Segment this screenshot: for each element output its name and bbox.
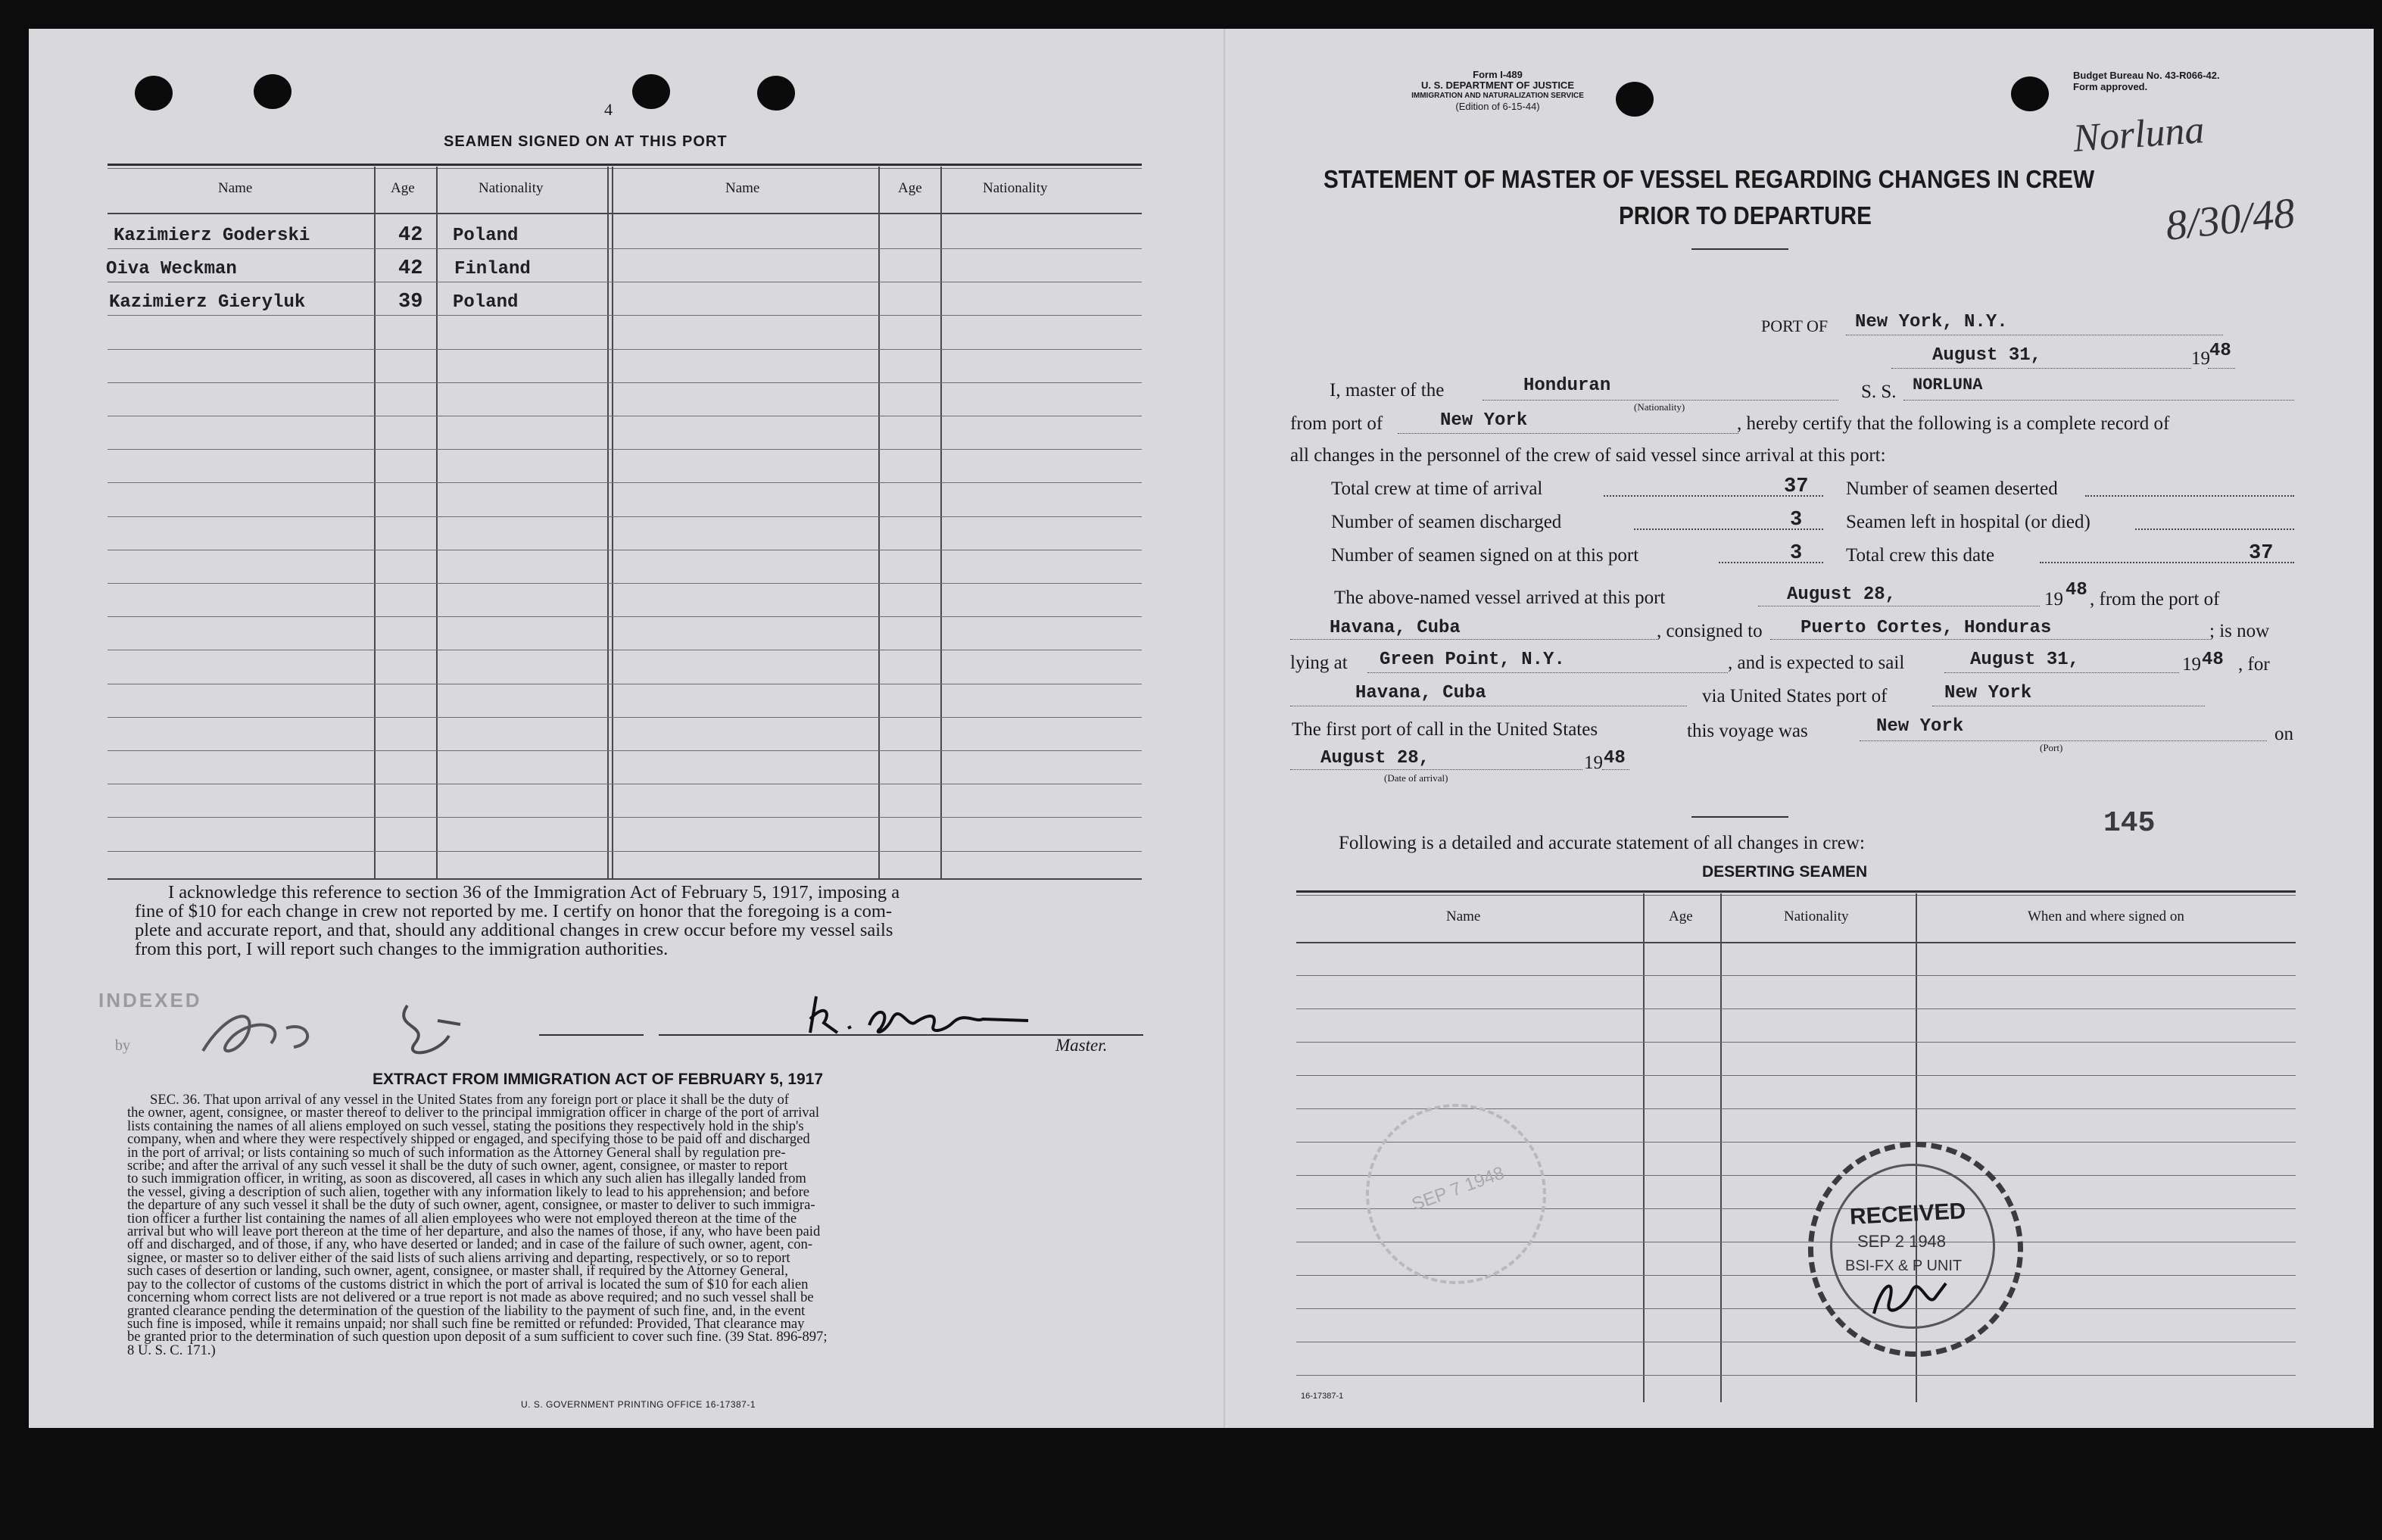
extract-line: off and discharged, and of those, if any, who have deserted or landed; and in case of the failure of such owner, agent, con-	[127, 1236, 813, 1253]
consignee: Puerto Cortes, Honduras	[1801, 618, 2052, 638]
extract-title: EXTRACT FROM IMMIGRATION ACT OF FEBRUARY 5, 1917	[373, 1071, 824, 1088]
extract-line: be granted prior to the determination of such question upon deposit of a sum sufficient to cover such fine. (39 Stat. 896-897;	[127, 1329, 828, 1345]
row-rule	[1296, 1075, 2296, 1076]
stat-label: Total crew this date	[1846, 545, 1995, 566]
row-rule	[108, 482, 1142, 483]
row-rule	[108, 817, 1142, 818]
certify-text: , hereby certify that the following is a complete record of	[1737, 413, 2170, 434]
vessel-value: NORLUNA	[1913, 376, 1983, 394]
arrived-year: 48	[2066, 580, 2087, 600]
row-rule	[108, 248, 1142, 249]
deserting-title: DESERTING SEAMEN	[1702, 863, 1868, 881]
extract-line: concerning whom correct lists are not delivered or a true report is not made as above required; and no such vessel shall be	[127, 1289, 814, 1306]
port-value: New York, N.Y.	[1855, 312, 2008, 332]
table-top-rule	[108, 164, 1142, 166]
first-port-label: The first port of call in the United States	[1292, 719, 1598, 740]
row-rule	[1296, 1042, 2296, 1043]
extract-line: such cases of desertion or landing, such owner, agent, consignee, or master shall, if required by the Attorney General,	[127, 1263, 788, 1280]
extract-line: SEC. 36. That upon arrival of any vessel in the United States from any foreign port or place it shall be the duty of	[150, 1092, 789, 1108]
date-value: August 31,	[1932, 345, 2042, 366]
number-stamp: 145	[2103, 807, 2156, 840]
extract-line: in the port of arrival; or lists containing so much of such information as the Attorney General shall by regulation pre-	[127, 1144, 786, 1161]
stat-value: 37	[2249, 542, 2274, 565]
acknowledgment-text: I acknowledge this reference to section 36 of the Immigration Act of February 5, 1917, imposing a fine of $10 for each change in crew not reported by me. I certify on honor that the foregoing is a com- plete and accurate report, and that, should any additional changes in crew occur before my vessel sails from this port, I will report such changes to the immigration authorities.	[135, 882, 900, 959]
initials-signature	[180, 990, 498, 1074]
from-the-port-label: , from the port of	[2090, 589, 2220, 609]
stat-label: Number of seamen discharged	[1331, 512, 1562, 532]
port-caption: (Port)	[2040, 742, 2063, 753]
voyage-label: this voyage was	[1687, 721, 1808, 741]
from-port-value: New York	[1440, 410, 1528, 431]
arrived-label: The above-named vessel arrived at this port	[1334, 588, 1666, 608]
year-prefix: 19	[1584, 753, 1603, 773]
stat-value: 3	[1790, 542, 1803, 565]
punch-hole	[757, 76, 795, 111]
row-rule	[108, 750, 1142, 751]
seaman-age: 42	[398, 257, 423, 280]
row-rule	[1296, 1375, 2296, 1376]
seaman-nationality: Poland	[453, 292, 519, 313]
consigned-label: , consigned to	[1657, 621, 1763, 641]
stat-label: Number of seamen signed on at this port	[1331, 545, 1639, 566]
extract-line: such fine is imposed, while it remains unpaid; nor shall such fine be remitted or refunded: Provided, That clearance may	[127, 1315, 805, 1332]
first-year: 48	[1604, 748, 1626, 768]
row-rule	[108, 315, 1142, 316]
seaman-name: Oiva Weckman	[106, 259, 237, 279]
destination: Havana, Cuba	[1355, 683, 1486, 703]
seaman-nationality: Poland	[453, 226, 519, 246]
extract-line: to such immigration officer, in writing, as soon as discovered, all cases in which any such alien has illegally landed from	[127, 1171, 806, 1187]
stat-label: Number of seamen deserted	[1846, 479, 2058, 499]
document-sheet	[29, 29, 2374, 1428]
sail-year: 48	[2202, 650, 2224, 670]
service: IMMIGRATION AND NATURALIZATION SERVICE	[1411, 92, 1584, 100]
row-rule	[108, 717, 1142, 718]
row-rule	[108, 616, 1142, 617]
master-of-label: I, master of the	[1330, 380, 1445, 401]
row-rule	[1296, 1008, 2296, 1009]
nationality-caption: (Nationality)	[1634, 401, 1685, 413]
ss-label: S. S.	[1861, 382, 1897, 402]
punch-hole	[2011, 76, 2049, 111]
by-label: by	[115, 1037, 130, 1054]
punch-hole	[254, 74, 292, 109]
form-header	[1392, 70, 1604, 112]
for-label: , for	[2238, 654, 2270, 675]
extract-line: tion officer a further list containing the names of all alien employees who were not employed thereon at the time of the	[127, 1210, 797, 1227]
seaman-age: 39	[398, 291, 423, 313]
seaman-nationality: Finland	[454, 259, 531, 279]
port-label: PORT OF	[1761, 316, 1829, 335]
form-title: STATEMENT OF MASTER OF VESSEL REGARDING CHANGES IN CREW	[1324, 165, 2095, 193]
first-port: New York	[1876, 716, 1964, 737]
col-header-nationality: Nationality	[1784, 909, 1849, 924]
col-header-age: Age	[898, 180, 922, 196]
printing-office: U. S. GOVERNMENT PRINTING OFFICE 16-17387-1	[521, 1399, 756, 1410]
col-header-name: Name	[218, 180, 253, 196]
row-rule	[108, 349, 1142, 350]
printing-code: 16-17387-1	[1301, 1392, 1344, 1401]
via-label: via United States port of	[1702, 686, 1888, 706]
col-header-nationality: Nationality	[479, 180, 544, 196]
first-date: August 28,	[1320, 748, 1430, 768]
row-rule	[108, 583, 1142, 584]
col-header-age: Age	[1669, 909, 1693, 924]
punch-hole	[632, 74, 670, 109]
is-now-label: ; is now	[2209, 621, 2270, 641]
handwritten-ship-name: Norluna	[2072, 108, 2206, 161]
extract-text	[127, 1093, 1157, 1357]
stat-label: Seamen left in hospital (or died)	[1846, 512, 2090, 532]
seaman-name: Kazimierz Goderski	[114, 226, 310, 246]
col-header-nationality: Nationality	[983, 180, 1048, 196]
page-number: 4	[604, 100, 613, 119]
edition: (Edition of 6-15-44)	[1455, 101, 1540, 112]
col-header-signed-on: When and where signed on	[2028, 909, 2184, 924]
year-prefix: 19	[2191, 348, 2210, 369]
lying-at-value: Green Point, N.Y.	[1380, 650, 1565, 670]
department: U. S. DEPARTMENT OF JUSTICE	[1421, 79, 1574, 91]
year-value: 48	[2209, 341, 2231, 361]
extract-line: scribe; and after the arrival of any such vessel it shall be the duty of such owner, agent, consignee, or master to report	[127, 1158, 788, 1174]
punch-hole	[135, 76, 173, 111]
expected-label: , and is expected to sail	[1728, 653, 1905, 673]
extract-line: the departure of any such vessel it shall be the duty of such owner, agent, consignee, or master to deliver to such immigra-	[127, 1197, 815, 1214]
following-text: Following is a detailed and accurate statement of all changes in crew:	[1339, 833, 1865, 853]
extract-line: the owner, agent, consignee, or master thereof to deliver to the principal immigration officer in charge of the port of arrival	[127, 1105, 819, 1121]
indexed-stamp: INDEXED	[98, 989, 202, 1012]
origin-port: Havana, Cuba	[1330, 618, 1461, 638]
stat-value: 3	[1790, 509, 1803, 532]
on-label: on	[2274, 724, 2293, 744]
table-header-rule	[108, 213, 1142, 214]
sail-date: August 31,	[1970, 650, 2080, 670]
col-header-name: Name	[1446, 909, 1481, 924]
section-title: SEAMEN SIGNED ON AT THIS PORT	[444, 133, 728, 150]
extract-line: 8 U. S. C. 171.)	[127, 1342, 216, 1358]
extract-line: signee, or master so to deliver either of the said lists of such aliens arriving and departing, respectively, or so to report	[127, 1249, 790, 1266]
nationality-value: Honduran	[1523, 376, 1611, 396]
col-header-name: Name	[725, 180, 760, 196]
received-stamp: RECEIVED SEP 2 1948 BSI-FX & P UNIT	[1808, 1142, 2023, 1357]
budget-bureau: Budget Bureau No. 43-R066-42. Form approved.	[2073, 70, 2220, 92]
year-prefix: 19	[2182, 654, 2201, 675]
seaman-age: 42	[398, 224, 423, 247]
row-rule	[108, 516, 1142, 517]
form-number: Form I-489	[1473, 69, 1523, 80]
extract-line: granted clearance pending the determination of the question of the liability to the payment of such fine, and, in the event	[127, 1302, 806, 1319]
row-rule	[1296, 1308, 2296, 1309]
arrived-date: August 28,	[1787, 585, 1897, 605]
extract-line: the vessel, giving a description of such alien, together with any information likely to lead to his apprehension; and before	[127, 1183, 810, 1200]
lying-at-label: lying at	[1290, 653, 1348, 673]
year-prefix: 19	[2044, 589, 2063, 609]
stat-label: Total crew at time of arrival	[1331, 479, 1543, 499]
via-port: New York	[1944, 683, 2032, 703]
seaman-name: Kazimierz Gieryluk	[109, 292, 306, 313]
col-header-age: Age	[391, 180, 415, 196]
faint-stamp: SEP 7 1948	[1340, 1078, 1571, 1309]
date-caption: (Date of arrival)	[1384, 772, 1448, 784]
extract-line: company, when and where they were respectively shipped or engaged, and specifying those to be paid off and discharged	[127, 1131, 810, 1148]
from-port-label: from port of	[1290, 413, 1383, 434]
master-signature	[801, 989, 1058, 1042]
handwritten-date: 8/30/48	[2163, 189, 2297, 250]
row-rule	[108, 449, 1142, 450]
row-rule	[108, 382, 1142, 383]
extract-line: lists containing the names of all aliens employed on such vessel, stating the positions they respectively hold in the ship's	[127, 1118, 804, 1134]
master-label: Master.	[1055, 1036, 1108, 1055]
extract-line: arrival but who will leave port thereon at the time of her departure, and also the names of those, if any, who have been paid	[127, 1224, 821, 1240]
form-subtitle: PRIOR TO DEPARTURE	[1619, 201, 1872, 229]
row-rule	[108, 851, 1142, 852]
extract-line: pay to the collector of customs of the customs district in which the port of arrival is located the sum of $10 for each alien	[127, 1276, 809, 1292]
certify-text-2: all changes in the personnel of the crew of said vessel since arrival at this port:	[1290, 445, 1886, 466]
page-fold	[1224, 29, 1225, 1428]
punch-hole	[1616, 82, 1654, 117]
stat-value: 37	[1784, 475, 1809, 498]
row-rule	[1296, 975, 2296, 976]
